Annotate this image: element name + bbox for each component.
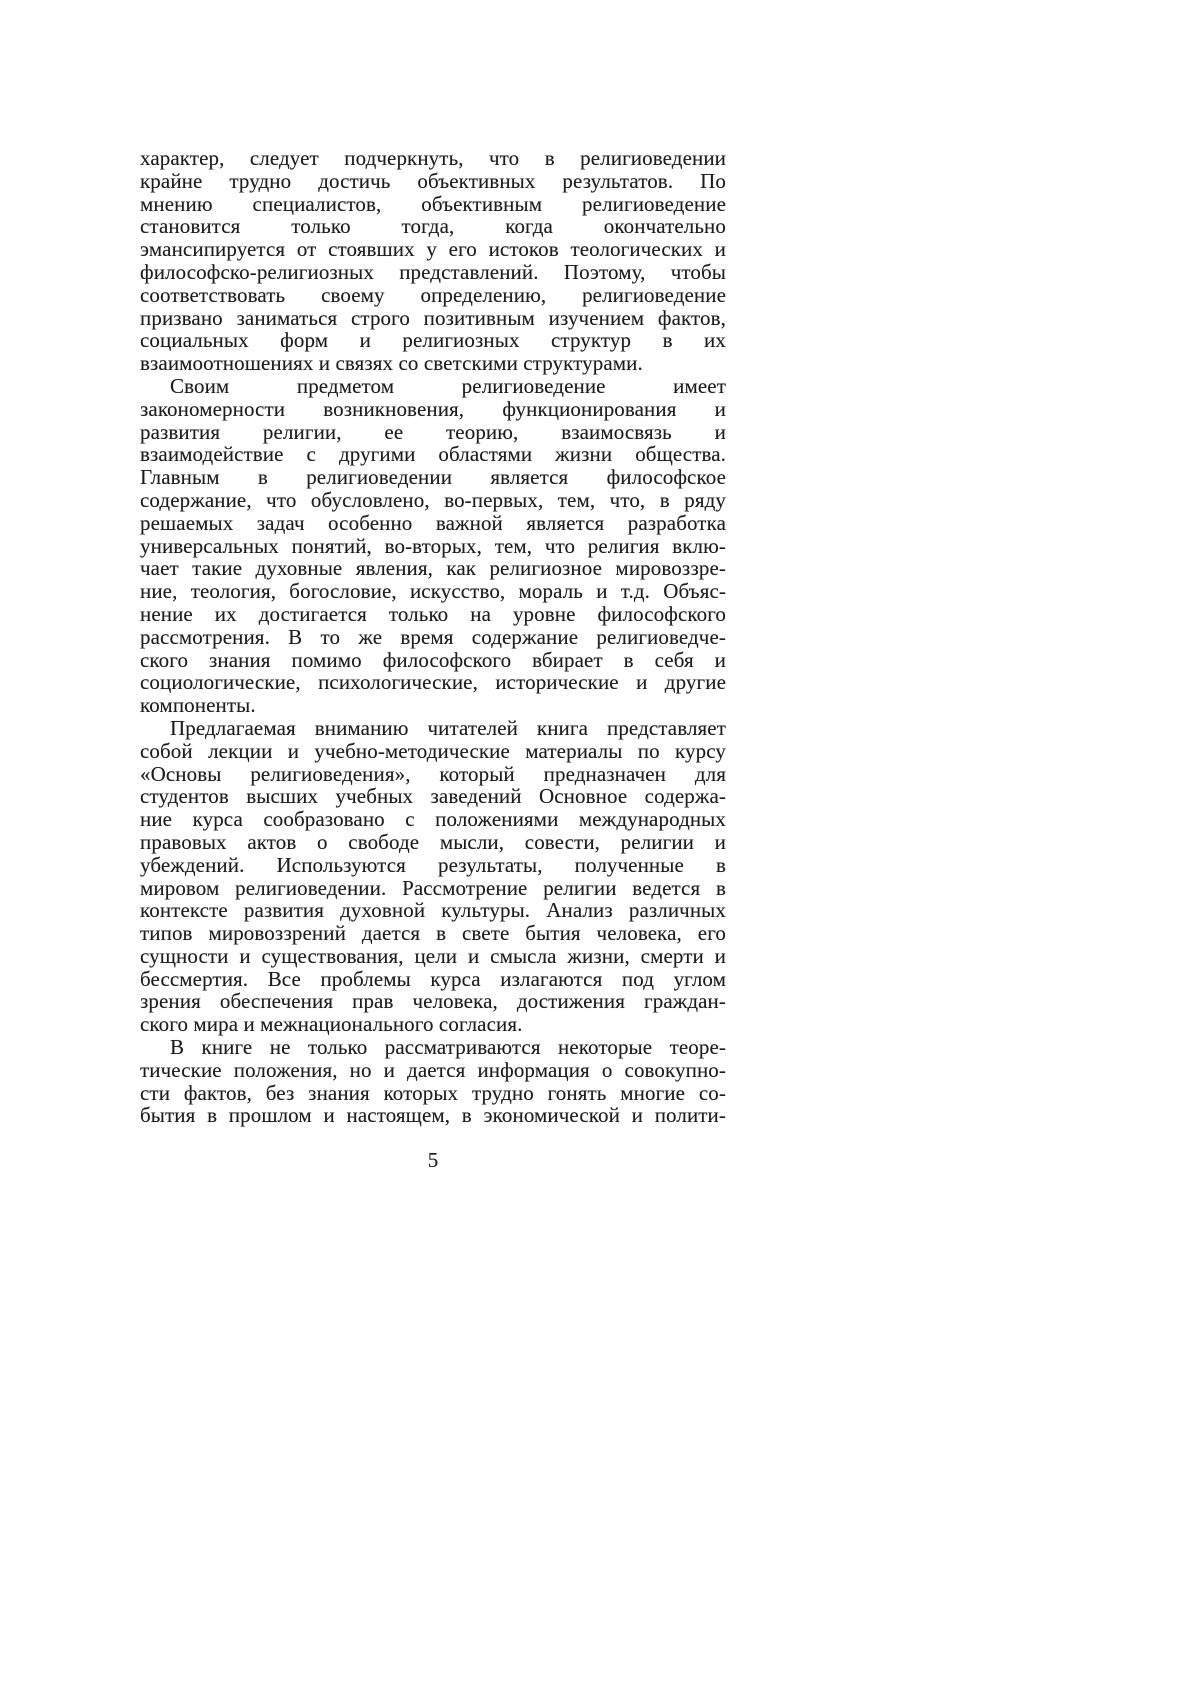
text-line: сти фактов, без знания которых трудно гонять многие со- [140, 1080, 726, 1105]
text-line: крайне трудно достичь объективных результатов. По [140, 168, 726, 193]
text-line: социальных форм и религиозных структур в их [140, 328, 726, 353]
paragraph [140, 147, 726, 375]
text-line: Главным в религиоведении является философское [140, 465, 726, 490]
text-line: бытия в прошлом и настоящем, в экономической и полити- [140, 1103, 726, 1128]
text-line: призвано заниматься строго позитивным изучением фактов, [140, 305, 726, 330]
text-line: взаимодействие с другими областями жизни общества. [140, 442, 726, 467]
text-line: нение их достигается только на уровне философского [140, 601, 726, 626]
text-line: студентов высших учебных заведений Основное содержа- [140, 784, 726, 809]
text-line: убеждений. Используются результаты, полученные в [140, 852, 726, 877]
text-line: эмансипируется от стоявших у его истоков теологических и [140, 237, 726, 262]
text-line: компоненты. [140, 693, 256, 718]
text-line: универсальных понятий, во-вторых, тем, что религия вклю- [140, 533, 726, 558]
text-line: ского знания помимо философского вбирает в себя и [140, 647, 726, 672]
text-line: Предлагаемая вниманию читателей книга представляет [170, 715, 726, 740]
text-line: взаимоотношениях и связях со светскими структурами. [140, 351, 643, 376]
text-line: Своим предметом религиоведение имеет [170, 373, 726, 398]
text-line: «Основы религиоведения», который предназначен для [140, 761, 726, 786]
text-line: решаемых задач особенно важной является разработка [140, 510, 726, 535]
text-line: контексте развития духовной культуры. Анализ различных [140, 898, 726, 923]
text-line: социологические, психологические, исторические и другие [140, 670, 726, 695]
text-line: мировом религиоведении. Рассмотрение религии ведется в [140, 875, 726, 900]
paragraph [140, 717, 726, 1036]
text-line: правовых актов о свободе мысли, совести, религии и [140, 829, 726, 854]
text-line: ского мира и межнационального согласия. [140, 1012, 523, 1037]
text-line: типов мировоззрений дается в свете бытия человека, его [140, 921, 726, 946]
text-line: сущности и существования, цели и смысла жизни, смерти и [140, 943, 726, 968]
text-line: закономерности возникновения, функционирования и [140, 396, 726, 421]
paragraph [140, 375, 726, 717]
text-line: собой лекции и учебно-методические материалы по курсу [140, 738, 726, 763]
text-line: В книге не только рассматриваются некоторые теоре- [170, 1035, 726, 1060]
text-line: содержание, что обусловлено, во-первых, тем, что, в ряду [140, 487, 726, 512]
text-line: соответствовать своему определению, религиоведение [140, 282, 726, 307]
text-line: ние, теология, богословие, искусство, мораль и т.д. Объяс- [140, 579, 726, 604]
text-line: зрения обеспечения прав человека, достижения граждан- [140, 989, 726, 1014]
text-line: философско-религиозных представлений. Поэтому, чтобы [140, 259, 726, 284]
text-line: бессмертия. Все проблемы курса излагаются под углом [140, 966, 726, 991]
body-text [140, 147, 726, 1127]
page-number: 5 [427, 1148, 439, 1172]
text-line: развития религии, ее теорию, взаимосвязь и [140, 419, 726, 444]
paragraph [140, 1036, 726, 1127]
text-line: мнению специалистов, объективным религиоведение [140, 191, 726, 216]
text-line: тические положения, но и дается информация о совокупно- [140, 1057, 726, 1082]
text-line: ние курса сообразовано с положениями международных [140, 807, 726, 832]
text-line: чает такие духовные явления, как религиозное мировоззре- [140, 556, 726, 581]
text-line: становится только тогда, когда окончательно [140, 214, 726, 239]
text-line: рассмотрения. В то же время содержание религиоведче- [140, 624, 726, 649]
text-line: характер, следует подчеркнуть, что в религиоведении [140, 146, 726, 170]
